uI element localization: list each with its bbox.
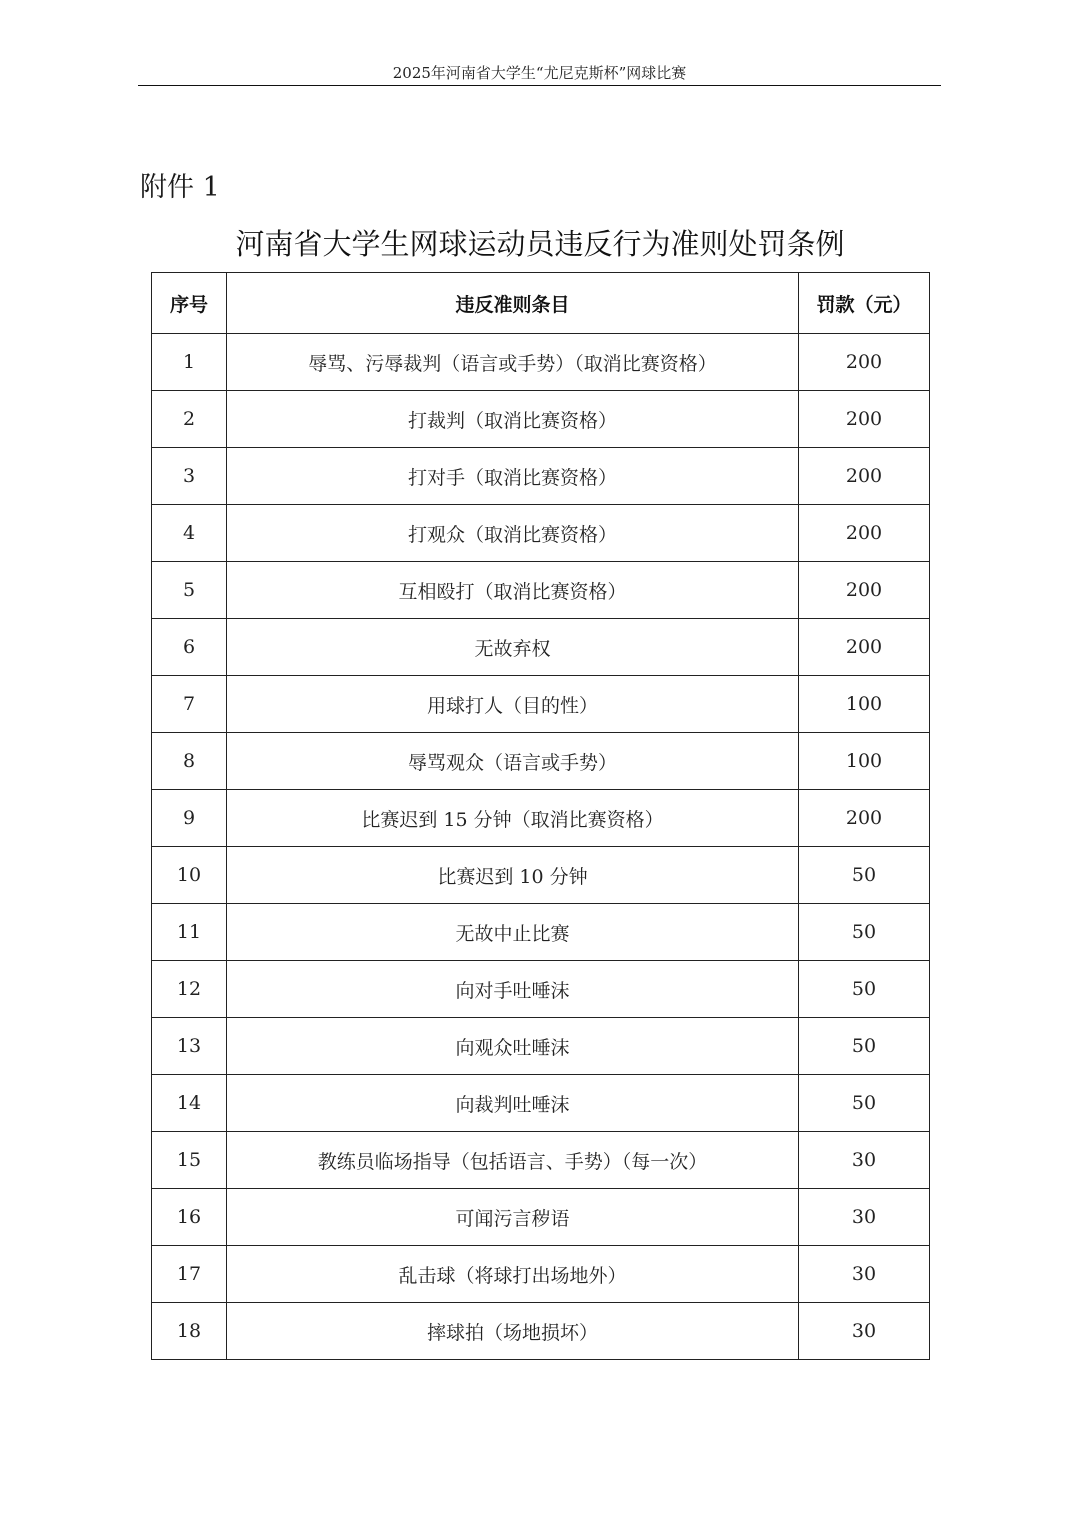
- cell-fine: 200: [799, 391, 930, 448]
- cell-violation: 比赛迟到 15 分钟（取消比赛资格）: [227, 790, 799, 847]
- cell-violation: 无故弃权: [227, 619, 799, 676]
- cell-number: 1: [152, 334, 227, 391]
- cell-number: 8: [152, 733, 227, 790]
- table-row: [152, 961, 930, 1018]
- table-row: [152, 619, 930, 676]
- cell-violation: 用球打人（目的性）: [227, 676, 799, 733]
- cell-number: 3: [152, 448, 227, 505]
- cell-fine: 30: [799, 1189, 930, 1246]
- cell-violation: 教练员临场指导（包括语言、手势）（每一次）: [227, 1132, 799, 1189]
- cell-fine: 50: [799, 961, 930, 1018]
- table-row: [152, 1132, 930, 1189]
- cell-number: 16: [152, 1189, 227, 1246]
- cell-fine: 30: [799, 1246, 930, 1303]
- cell-fine: 50: [799, 847, 930, 904]
- cell-violation: 摔球拍（场地损坏）: [227, 1303, 799, 1360]
- cell-violation: 可闻污言秽语: [227, 1189, 799, 1246]
- cell-violation: 互相殴打（取消比赛资格）: [227, 562, 799, 619]
- cell-number: 15: [152, 1132, 227, 1189]
- cell-number: 4: [152, 505, 227, 562]
- cell-fine: 200: [799, 619, 930, 676]
- table-row: [152, 505, 930, 562]
- cell-violation: 辱骂、污辱裁判（语言或手势）（取消比赛资格）: [227, 334, 799, 391]
- table-row: [152, 904, 930, 961]
- cell-fine: 200: [799, 562, 930, 619]
- column-header-violation: 违反准则条目: [227, 273, 799, 334]
- table-row: [152, 1189, 930, 1246]
- cell-violation: 打裁判（取消比赛资格）: [227, 391, 799, 448]
- cell-number: 13: [152, 1018, 227, 1075]
- cell-fine: 30: [799, 1132, 930, 1189]
- table-row: [152, 676, 930, 733]
- table-row: [152, 448, 930, 505]
- attachment-label: 附件 1: [140, 172, 220, 203]
- document-title: 河南省大学生网球运动员违反行为准则处罚条例: [235, 227, 845, 261]
- table-header-row: [152, 273, 930, 334]
- cell-fine: 30: [799, 1303, 930, 1360]
- cell-number: 14: [152, 1075, 227, 1132]
- cell-violation: 无故中止比赛: [227, 904, 799, 961]
- column-header-fine: 罚款（元）: [799, 273, 930, 334]
- cell-violation: 比赛迟到 10 分钟: [227, 847, 799, 904]
- table-body: [152, 334, 930, 1360]
- cell-fine: 200: [799, 448, 930, 505]
- cell-violation: 向观众吐唾沫: [227, 1018, 799, 1075]
- table-row: [152, 562, 930, 619]
- table-row: [152, 1303, 930, 1360]
- table-row: [152, 334, 930, 391]
- cell-violation: 辱骂观众（语言或手势）: [227, 733, 799, 790]
- cell-fine: 100: [799, 733, 930, 790]
- cell-number: 18: [152, 1303, 227, 1360]
- table-row: [152, 391, 930, 448]
- cell-violation: 向对手吐唾沫: [227, 961, 799, 1018]
- table-row: [152, 1075, 930, 1132]
- cell-fine: 200: [799, 790, 930, 847]
- table-row: [152, 790, 930, 847]
- cell-number: 6: [152, 619, 227, 676]
- cell-violation: 向裁判吐唾沫: [227, 1075, 799, 1132]
- cell-number: 12: [152, 961, 227, 1018]
- table-row: [152, 1246, 930, 1303]
- table-row: [152, 1018, 930, 1075]
- cell-number: 2: [152, 391, 227, 448]
- cell-number: 11: [152, 904, 227, 961]
- cell-fine: 50: [799, 1075, 930, 1132]
- cell-violation: 打对手（取消比赛资格）: [227, 448, 799, 505]
- header-divider: [138, 85, 941, 86]
- cell-fine: 200: [799, 334, 930, 391]
- penalty-table: [151, 272, 930, 1360]
- cell-fine: 200: [799, 505, 930, 562]
- cell-number: 9: [152, 790, 227, 847]
- cell-number: 7: [152, 676, 227, 733]
- cell-violation: 打观众（取消比赛资格）: [227, 505, 799, 562]
- cell-violation: 乱击球（将球打出场地外）: [227, 1246, 799, 1303]
- cell-number: 10: [152, 847, 227, 904]
- running-header: 2025年河南省大学生“尤尼克斯杯”网球比赛: [392, 64, 687, 82]
- column-header-number: 序号: [152, 273, 227, 334]
- table-row: [152, 847, 930, 904]
- table-row: [152, 733, 930, 790]
- cell-fine: 100: [799, 676, 930, 733]
- cell-fine: 50: [799, 904, 930, 961]
- cell-number: 17: [152, 1246, 227, 1303]
- cell-fine: 50: [799, 1018, 930, 1075]
- cell-number: 5: [152, 562, 227, 619]
